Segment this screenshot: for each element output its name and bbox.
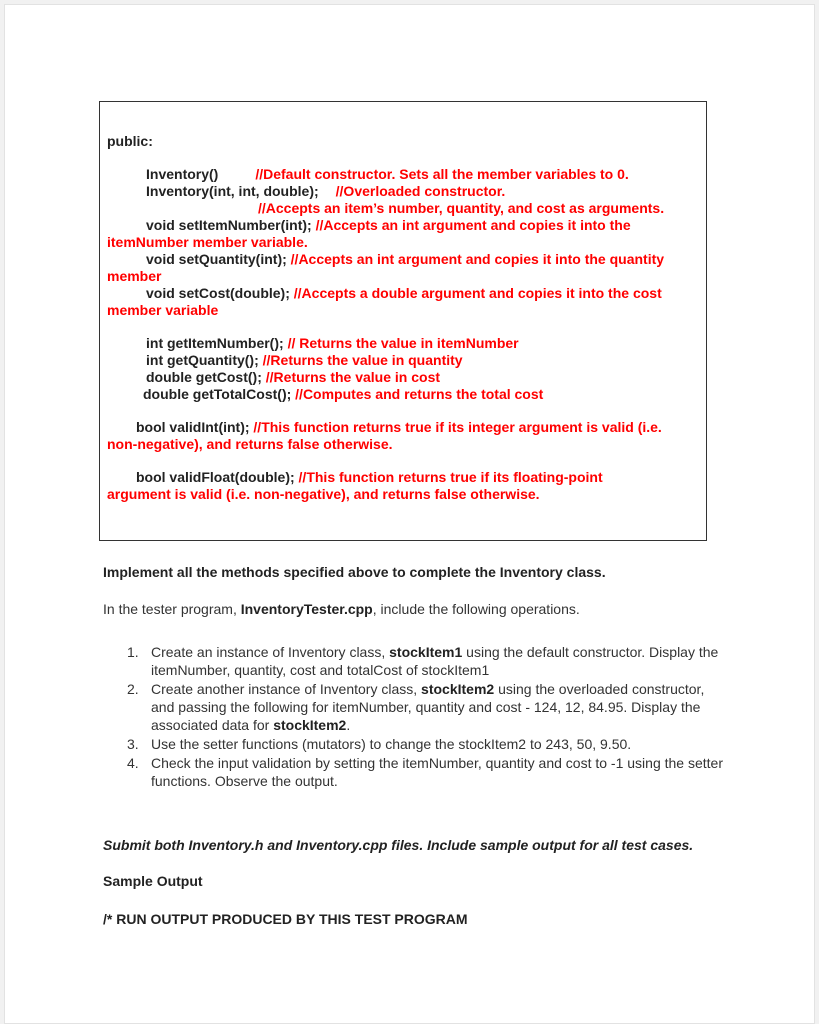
code-line-getquantity: int getQuantity(); //Returns the value in quantity bbox=[146, 352, 463, 368]
bold-identifier: stockItem2 bbox=[421, 681, 495, 697]
run-output-heading: /* RUN OUTPUT PRODUCED BY THIS TEST PROGRAM bbox=[103, 911, 468, 927]
list-item-text: Create an instance of Inventory class, bbox=[151, 644, 390, 660]
list-item-text: Check the input validation by setting the itemNumber, quantity and cost to -1 using the setter functions. Observe the output. bbox=[151, 755, 723, 789]
tester-file-name: InventoryTester.cpp bbox=[240, 601, 373, 617]
list-item-text: . bbox=[346, 717, 351, 733]
document-page bbox=[4, 4, 815, 1024]
code-line-validfloat: bool validFloat(double); //This function returns true if its floating-point bbox=[136, 469, 603, 485]
code-line-setquantity: void setQuantity(int); //Accepts an int argument and copies it into the quantity bbox=[146, 251, 665, 267]
public-label: public: bbox=[107, 133, 153, 149]
class-declaration-box bbox=[99, 101, 707, 541]
bold-identifier: stockItem1 bbox=[389, 644, 463, 660]
bold-identifier: stockItem2 bbox=[273, 717, 347, 733]
code-line-validint-wrap: non-negative), and returns false otherwise. bbox=[107, 436, 393, 452]
list-item bbox=[103, 643, 723, 679]
code-line-validint: bool validInt(int); //This function returns true if its integer argument is valid (i.e. bbox=[136, 419, 662, 435]
list-item bbox=[103, 754, 723, 790]
operations-list bbox=[103, 643, 723, 791]
code-line-setcost: void setCost(double); //Accepts a double argument and copies it into the cost bbox=[146, 285, 662, 301]
list-item-text: using the overloaded constructor, and passing the following for itemNumber, quantity and cost - 124, 12, 84.95. Display the associated data for bbox=[151, 681, 705, 733]
code-line-getitemnumber: int getItemNumber(); // Returns the value in itemNumber bbox=[146, 335, 519, 351]
list-item bbox=[103, 735, 723, 753]
code-line-gettotalcost: double getTotalCost(); //Computes and returns the total cost bbox=[143, 386, 544, 402]
tester-intro: In the tester program, InventoryTester.cpp, include the following operations. bbox=[103, 601, 580, 617]
code-line-overloaded-constructor: Inventory(int, int, double); //Overloaded constructor. bbox=[146, 183, 506, 199]
code-line-validfloat-wrap: argument is valid (i.e. non-negative), and returns false otherwise. bbox=[107, 486, 540, 502]
code-line-setitemnumber-wrap: itemNumber member variable. bbox=[107, 234, 308, 250]
list-item bbox=[103, 680, 723, 734]
list-item-text: Create another instance of Inventory class, bbox=[151, 681, 422, 697]
code-line-setitemnumber: void setItemNumber(int); //Accepts an int argument and copies it into the bbox=[146, 217, 631, 233]
code-line-setcost-wrap: member variable bbox=[107, 302, 219, 318]
code-line-default-constructor: Inventory() //Default constructor. Sets all the member variables to 0. bbox=[146, 166, 629, 182]
sample-output-heading: Sample Output bbox=[103, 873, 203, 889]
list-item-text: Use the setter functions (mutators) to change the stockItem2 to 243, 50, 9.50. bbox=[151, 736, 632, 752]
submit-note: Submit both Inventory.h and Inventory.cpp files. Include sample output for all test cases. bbox=[103, 837, 694, 853]
list-item-number: 4. bbox=[127, 755, 139, 771]
list-item-number: 3. bbox=[127, 736, 139, 752]
code-line-getcost: double getCost(); //Returns the value in cost bbox=[146, 369, 441, 385]
code-line-setquantity-wrap: member bbox=[107, 268, 162, 284]
list-item-number: 1. bbox=[127, 644, 139, 660]
list-item-number: 2. bbox=[127, 681, 139, 697]
instruction-heading: Implement all the methods specified above to complete the Inventory class. bbox=[103, 564, 606, 580]
code-line-constructor-comment: //Accepts an item’s number, quantity, and cost as arguments. bbox=[258, 200, 665, 216]
list-item-text: using the default constructor. Display the itemNumber, quantity, cost and totalCost of stockItem1 bbox=[151, 644, 719, 678]
